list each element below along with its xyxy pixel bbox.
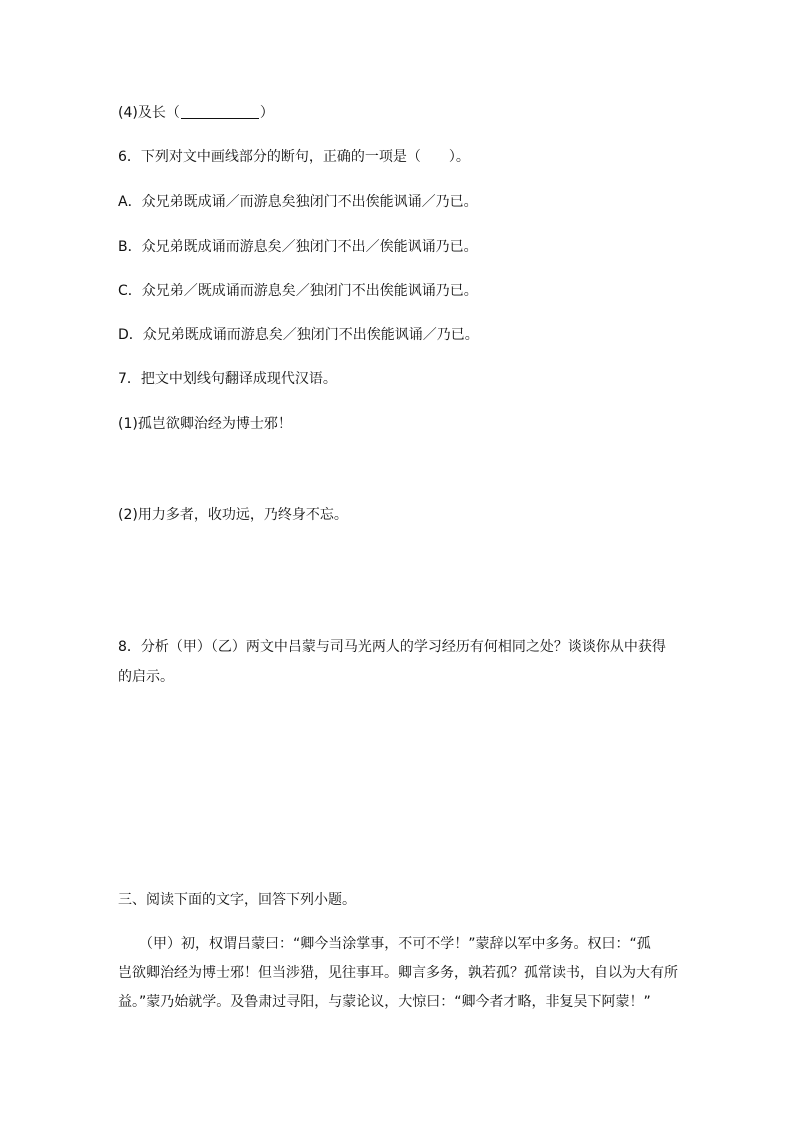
question-5-item-4-prefix: (4)及长（ [118,105,180,121]
question-6-option-c: C．众兄弟／既成诵而游息矣／独闭门不出俟能讽诵乃已。 [118,283,478,299]
section-3-heading: 三、阅读下面的文字，回答下列小题。 [118,892,356,908]
question-5-item-4-suffix: ） [259,105,274,121]
passage-line-2: 岂欲卿治经为博士邪！但当涉猎，见往事耳。卿言多务，孰若孤？孤常读书，自以为大有所 [118,965,678,981]
answer-blank[interactable] [181,104,259,119]
question-7-item-2: (2)用力多者，收功远，乃终身不忘。 [118,507,348,523]
passage-line-3: 益。”蒙乃始就学。及鲁肃过寻阳，与蒙论议，大惊曰：“卿今者才略，非复吴下阿蒙！” [118,994,651,1010]
question-7-item-1: (1)孤岂欲卿治经为博士邪！ [118,416,292,432]
question-8-line-2: 的启示。 [118,669,174,685]
question-8-line-1: 8．分析（甲）（乙）两文中吕蒙与司马光两人的学习经历有何相同之处？谈谈你从中获得 [118,639,666,655]
question-6-option-b: B．众兄弟既成诵而游息矣／独闭门不出／俟能讽诵乃已。 [118,239,478,255]
question-6-stem: 6．下列对文中画线部分的断句，正确的一项是（ ）。 [118,149,470,165]
section-3-passage [118,930,676,1017]
passage-line-1: （甲）初，权谓吕蒙曰：“卿今当涂掌事，不可不学！”蒙辞以军中多务。权曰：“孤 [118,936,651,952]
question-7-stem: 7．把文中划线句翻译成现代汉语。 [118,371,337,387]
question-5-item-4 [118,103,274,123]
question-6-option-a: A．众兄弟既成诵／而游息矣独闭门不出俟能讽诵／乃已。 [118,194,478,210]
question-6-option-d: D．众兄弟既成诵而游息矣／独闭门不出俟能讽诵／乃已。 [118,327,479,343]
